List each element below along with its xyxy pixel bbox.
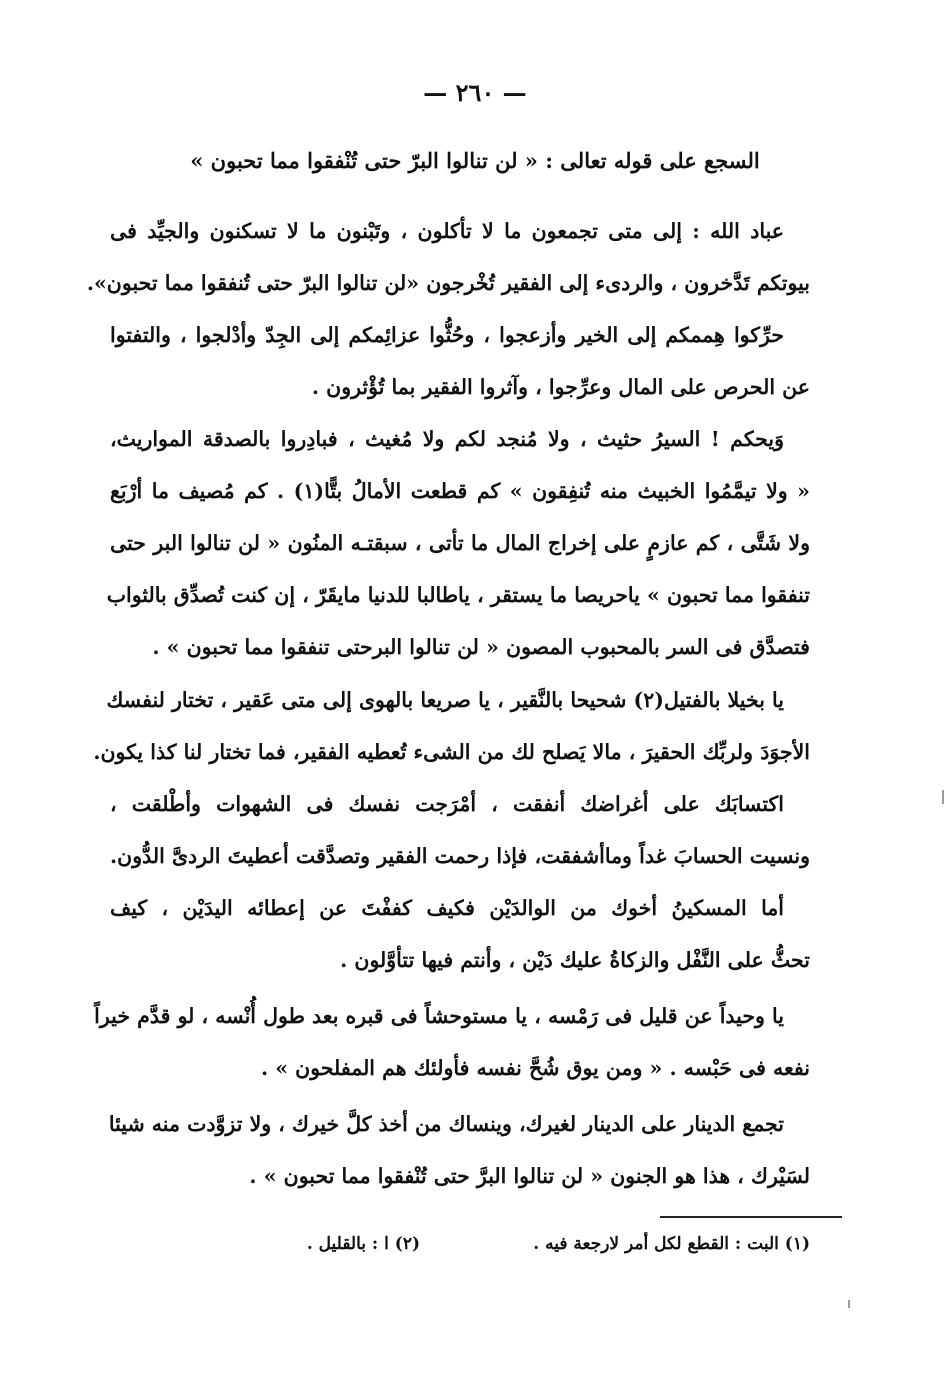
scan-speck: [848, 1300, 850, 1308]
text-line: أما المسكينُ أخوك من الوالدَيْن فكيف كففْتَ عن إعطائه اليدَيْن ، كيف: [110, 896, 784, 920]
scan-speck: [942, 790, 944, 804]
text-line: عباد الله : إلى متى تجمعون ما لا تأكلون ، وتَبْنون ما لا تسكنون والجيِّد فى: [110, 219, 784, 243]
text-line: تنفقوا مما تحبون » ياحريصا ما يستقر ، ياطالبا للدنيا مايقَرّ ، إن كنت تُصدِّق بالثواب: [106, 583, 810, 607]
text-line: يا وحيداً عن قليل فى رَمْسه ، يا مستوحشاً فى قبره بعد طول أُنْسه ، لو قدَّم خيراً: [94, 1004, 784, 1028]
text-line: وَيحكم ! السيرُ حثيث ، ولا مُنجد لكم ولا مُغيث ، فبادِروا بالصدقة المواريث،: [110, 427, 784, 451]
text-line: عن الحرص على المال وعرِّجوا ، وآثروا الفقير بما تُؤْثرون .: [311, 375, 810, 399]
text-line: تجمع الدينار على الدينار لغيرك، وينساك من أخذ كلَّ خيرك ، ولا تزوَّدت منه شيئا: [108, 1112, 784, 1136]
text-line: ولا شَتَّى ، كم عازمٍ على إخراج المال ما تأتى ، سبقتـه المنُون « لن تنالوا البر حتى: [110, 531, 810, 555]
text-line: حرِّكوا هِممكم إلى الخير وأزعجوا ، وحُثُّوا عزائِمكم إلى الجِدّ وأدْلجوا ، والتفتوا: [110, 323, 784, 347]
page-number: — ٢٦٠ —: [423, 78, 527, 107]
footnote-2: (٢) ا : بالقليل .: [306, 1234, 420, 1254]
footnote-separator: [660, 1216, 842, 1218]
text-line: اكتسابَك على أغراضك أنفقت ، أمْرَجت نفسك فى الشهوات وأطْلقت ،: [110, 792, 784, 816]
text-line: الأجوَدَ ولربِّك الحقيرَ ، مالا يَصلح لك من الشىء تُعطيه الفقير، فما تختار لنا كذا يكون.: [93, 740, 810, 764]
text-line: لسَيْرك ، هذا هو الجنون « لن تنالوا البرَّ حتى تُنْفقوا مما تحبون » .: [249, 1164, 810, 1188]
text-line: تحثُّ على النَّفْل والزكاةُ عليك دَيْن ، وأنتم فيها تتأوَّلون .: [340, 948, 810, 972]
text-line: بيوتكم تَدَّخرون ، والردىء إلى الفقير تُخْرجون «لن تنالوا البرّ حتى تُنفقوا مما تحبون».: [86, 271, 810, 295]
section-heading: السجع على قوله تعالى : « لن تنالوا البرّ حتى تُنْفقوا مما تحبون »: [190, 148, 760, 173]
footnote-1: (١) البت : القطع لكل أمر لارجعة فيه .: [533, 1234, 810, 1254]
text-line: فتصدَّق فى السر بالمحبوب المصون « لن تنالوا البرحتى تنفقوا مما تحبون » .: [152, 635, 810, 659]
text-line: يا بخيلا بالفتيل(٢) شحيحا بالنَّقير ، يا صريعا بالهوى إلى متى عَقير ، تختار لنفسك: [106, 688, 784, 712]
text-line: « ولا تيمَّمُوا الخبيث منه تُنفِقون » كم قطعت الأمالُ بتًّا(١) . كم مُصيف ما أرْبَع: [110, 479, 810, 503]
text-line: نفعه فى حَبْسه . « ومن يوق شُحَّ نفسه فأولئك هم المفلحون » .: [260, 1056, 810, 1080]
text-line: ونسيت الحسابَ غداً وماأشفقت، فإذا رحمت الفقير وتصدَّقت أعطيتَ الردىَّ الدُّون.: [110, 844, 810, 868]
